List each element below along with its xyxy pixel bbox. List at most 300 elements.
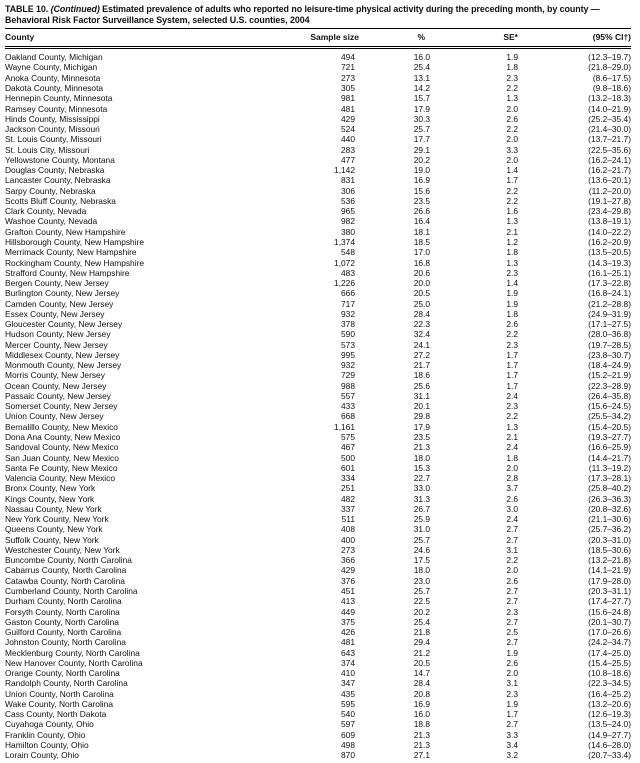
- sample-size-cell: 435: [341, 688, 355, 699]
- ci-cell: (19.3–27.7): [588, 432, 631, 443]
- table-title: [5, 4, 637, 25]
- percent-cell: 18.1: [413, 226, 430, 237]
- county-cell: Hillsborough County, New Hampshire: [5, 236, 145, 247]
- ci-cell: (16.4–25.2): [588, 688, 631, 699]
- county-cell: Buncombe County, North Carolina: [5, 555, 132, 566]
- ci-cell: (17.4–27.7): [588, 596, 631, 607]
- sample-size-cell: 433: [341, 401, 355, 412]
- county-cell: Merrimack County, New Hampshire: [5, 247, 137, 258]
- se-cell: 1.9: [506, 698, 518, 709]
- percent-cell: 29.1: [413, 144, 430, 155]
- ci-cell: (24.9–31.9): [588, 308, 631, 319]
- county-cell: St. Louis City, Missouri: [5, 144, 90, 155]
- se-cell: 1.4: [506, 278, 518, 289]
- percent-cell: 25.4: [413, 62, 430, 73]
- sample-size-cell: 378: [341, 319, 355, 330]
- percent-cell: 25.7: [413, 586, 430, 596]
- table-row: [5, 206, 631, 216]
- county-cell: Durham County, North Carolina: [5, 596, 122, 607]
- se-cell: 2.0: [506, 565, 518, 576]
- sample-size-cell: 668: [341, 411, 355, 422]
- sample-size-cell: 494: [341, 52, 355, 63]
- sample-size-cell: 481: [341, 637, 355, 648]
- sample-size-cell: 590: [341, 329, 355, 340]
- percent-cell: 31.1: [413, 390, 430, 401]
- ci-cell: (16.1–25.1): [588, 267, 631, 278]
- sample-size-cell: 932: [341, 360, 355, 371]
- percent-cell: 20.5: [413, 657, 430, 668]
- sample-size-cell: 981: [341, 93, 355, 104]
- se-cell: 2.7: [506, 637, 518, 648]
- ci-cell: (17.0–26.6): [588, 627, 631, 638]
- sample-size-cell: 366: [341, 555, 355, 566]
- percent-cell: 16.4: [413, 216, 430, 227]
- sample-size-cell: 721: [341, 62, 355, 73]
- sample-size-cell: 595: [341, 698, 355, 709]
- se-cell: 2.4: [506, 442, 518, 453]
- table-row: [5, 750, 631, 760]
- sample-size-cell: 1,161: [334, 421, 355, 432]
- sample-size-cell: 375: [341, 616, 355, 627]
- ci-cell: (25.2–35.4): [588, 113, 631, 124]
- table-row: [5, 730, 631, 740]
- ci-cell: (19.7–28.5): [588, 339, 631, 350]
- ci-cell: (13.8–19.1): [588, 216, 631, 227]
- county-cell: New York County, New York: [5, 514, 109, 525]
- table-row: [5, 607, 631, 617]
- ci-cell: (13.2–21.8): [588, 555, 631, 566]
- percent-cell: 25.4: [413, 616, 430, 627]
- se-cell: 1.9: [506, 298, 518, 309]
- ci-cell: (14.1–21.9): [588, 565, 631, 576]
- table-row: [5, 350, 631, 360]
- table-row: [5, 411, 631, 421]
- ci-cell: (14.0–21.9): [588, 103, 631, 114]
- sample-size-cell: 251: [341, 483, 355, 494]
- table-row: [5, 463, 631, 473]
- table-row: [5, 124, 631, 134]
- table-row: [5, 329, 631, 339]
- county-cell: Suffolk County, New York: [5, 534, 99, 545]
- percent-cell: 17.7: [413, 134, 430, 145]
- se-cell: 1.3: [506, 216, 518, 227]
- county-cell: New Hanover County, North Carolina: [5, 657, 143, 668]
- ci-cell: (20.7–33.4): [588, 750, 631, 761]
- table-row: [5, 442, 631, 452]
- header-row: [5, 29, 631, 48]
- se-cell: 2.2: [506, 195, 518, 206]
- ci-cell: (15.6–24.5): [588, 401, 631, 412]
- ci-cell: (20.1–30.7): [588, 616, 631, 627]
- table-row: [5, 658, 631, 668]
- sample-size-cell: 337: [341, 503, 355, 514]
- percent-cell: 33.0: [413, 483, 430, 494]
- table-row: [5, 453, 631, 463]
- table-row: [5, 422, 631, 432]
- county-cell: Camden County, New Jersey: [5, 298, 114, 309]
- county-cell: St. Louis County, Missouri: [5, 134, 102, 145]
- sample-size-cell: 429: [341, 565, 355, 576]
- se-cell: 2.3: [506, 267, 518, 278]
- ci-cell: (17.1–27.5): [588, 319, 631, 330]
- county-cell: Hamilton County, Ohio: [5, 739, 89, 750]
- county-cell: Mercer County, New Jersey: [5, 339, 108, 350]
- table-row: [5, 62, 631, 72]
- county-cell: Catawba County, North Carolina: [5, 575, 125, 586]
- se-cell: 3.1: [506, 678, 518, 689]
- sample-size-cell: 511: [341, 514, 355, 525]
- se-cell: 2.6: [506, 575, 518, 586]
- se-cell: 2.3: [506, 339, 518, 350]
- sample-size-cell: 1,072: [334, 257, 355, 268]
- table-row: [5, 381, 631, 391]
- table-row: [5, 145, 631, 155]
- county-cell: Anoka County, Minnesota: [5, 72, 101, 83]
- table-row: [5, 340, 631, 350]
- ci-cell: (17.4–25.0): [588, 647, 631, 658]
- table-row: [5, 483, 631, 493]
- county-cell: Franklin County, Ohio: [5, 729, 86, 740]
- county-cell: Guilford County, North Carolina: [5, 627, 122, 638]
- sample-size-cell: 932: [341, 308, 355, 319]
- se-cell: 1.7: [506, 360, 518, 371]
- ci-cell: (18.5–30.6): [588, 544, 631, 555]
- se-cell: 2.2: [506, 555, 518, 566]
- se-cell: 2.7: [506, 596, 518, 607]
- ci-cell: (14.3–19.3): [588, 257, 631, 268]
- se-cell: 2.7: [506, 534, 518, 545]
- ci-cell: (13.2–18.3): [588, 93, 631, 104]
- sample-size-cell: 376: [341, 575, 355, 586]
- ci-cell: (15.4–20.5): [588, 421, 631, 432]
- percent-cell: 31.0: [413, 524, 430, 535]
- ci-cell: (16.2–21.7): [588, 165, 631, 176]
- se-cell: 2.1: [506, 432, 518, 443]
- se-cell: 2.2: [506, 124, 518, 135]
- table-row: [5, 401, 631, 411]
- se-cell: 2.0: [506, 103, 518, 114]
- sample-size-cell: 429: [341, 113, 355, 124]
- table-row: [5, 617, 631, 627]
- county-cell: Bronx County, New York: [5, 483, 96, 494]
- table-row: [5, 309, 631, 319]
- se-cell: 3.1: [506, 544, 518, 555]
- sample-size-cell: 540: [341, 709, 355, 720]
- table-row: [5, 719, 631, 729]
- se-cell: 2.7: [506, 616, 518, 627]
- se-cell: 2.1: [506, 226, 518, 237]
- se-cell: 2.6: [506, 657, 518, 668]
- county-cell: Union County, New Jersey: [5, 411, 104, 422]
- se-cell: 1.7: [506, 370, 518, 381]
- ci-cell: (14.4–21.7): [588, 452, 631, 463]
- county-cell: Monmouth County, New Jersey: [5, 360, 122, 371]
- ci-cell: (15.4–25.5): [588, 657, 631, 668]
- se-cell: 2.8: [506, 473, 518, 484]
- county-cell: Kings County, New York: [5, 493, 95, 504]
- percent-cell: 21.8: [413, 627, 430, 638]
- county-cell: Strafford County, New Hampshire: [5, 267, 130, 278]
- sample-size-cell: 283: [341, 144, 355, 155]
- percent-cell: 25.9: [413, 514, 430, 525]
- county-cell: Cabarrus County, North Carolina: [5, 565, 127, 576]
- ci-cell: (13.5–20.5): [588, 247, 631, 258]
- sample-size-cell: 481: [341, 103, 355, 114]
- ci-cell: (28.0–36.8): [588, 329, 631, 340]
- se-cell: 3.7: [506, 483, 518, 494]
- table-row: [5, 524, 631, 534]
- ci-cell: (22.3–34.5): [588, 678, 631, 689]
- ci-cell: (17.9–28.0): [588, 575, 631, 586]
- ci-cell: (16.2–24.1): [588, 154, 631, 165]
- ci-cell: (17.3–28.1): [588, 473, 631, 484]
- table-row: [5, 278, 631, 288]
- ci-cell: (14.0–22.2): [588, 226, 631, 237]
- percent-cell: 15.3: [413, 462, 430, 473]
- table-row: [5, 216, 631, 226]
- percent-cell: 22.5: [413, 596, 430, 607]
- sample-size-cell: 400: [341, 534, 355, 545]
- table-row: [5, 93, 631, 103]
- county-cell: Essex County, New Jersey: [5, 308, 105, 319]
- ci-cell: (15.2–21.9): [588, 370, 631, 381]
- percent-cell: 28.4: [413, 678, 430, 689]
- col-header-county: County: [5, 29, 261, 48]
- ci-cell: (24.2–34.7): [588, 637, 631, 648]
- se-cell: 2.0: [506, 154, 518, 165]
- se-cell: 1.3: [506, 421, 518, 432]
- sample-size-cell: 1,226: [334, 278, 355, 289]
- se-cell: 2.3: [506, 688, 518, 699]
- ci-cell: (20.3–31.1): [588, 586, 631, 596]
- county-cell: Somerset County, New Jersey: [5, 401, 118, 412]
- sample-size-cell: 477: [341, 154, 355, 165]
- county-cell: Sarpy County, Nebraska: [5, 185, 96, 196]
- percent-cell: 20.2: [413, 606, 430, 617]
- sample-size-cell: 347: [341, 678, 355, 689]
- col-header-ci: (95% CI†): [519, 29, 631, 48]
- sample-size-cell: 500: [341, 452, 355, 463]
- sample-size-cell: 524: [341, 124, 355, 135]
- county-cell: Forsyth County, North Carolina: [5, 606, 120, 617]
- percent-cell: 23.5: [413, 432, 430, 443]
- sample-size-cell: 410: [341, 668, 355, 679]
- table-body: [5, 48, 631, 761]
- ci-cell: (21.8–29.0): [588, 62, 631, 73]
- ci-cell: (22.5–35.6): [588, 144, 631, 155]
- ci-cell: (14.6–28.0): [588, 739, 631, 750]
- county-cell: Lorain County, Ohio: [5, 750, 79, 761]
- county-cell: Cuyahoga County, Ohio: [5, 719, 94, 730]
- county-cell: Union County, North Carolina: [5, 688, 114, 699]
- county-cell: Hennepin County, Minnesota: [5, 93, 113, 104]
- ci-cell: (22.3–28.9): [588, 380, 631, 391]
- se-cell: 2.6: [506, 319, 518, 330]
- percent-cell: 18.8: [413, 719, 430, 730]
- table-row: [5, 709, 631, 719]
- percent-cell: 19.0: [413, 165, 430, 176]
- ci-cell: (21.1–30.6): [588, 514, 631, 525]
- county-cell: Wake County, North Carolina: [5, 698, 113, 709]
- table-row: [5, 288, 631, 298]
- percent-cell: 14.2: [413, 82, 430, 93]
- sample-size-cell: 601: [341, 462, 355, 473]
- sample-size-cell: 666: [341, 288, 355, 299]
- county-cell: Lancaster County, Nebraska: [5, 175, 111, 186]
- se-cell: 2.6: [506, 113, 518, 124]
- table-number: TABLE 10.: [5, 4, 49, 14]
- percent-cell: 16.0: [413, 52, 430, 63]
- percent-cell: 22.7: [413, 473, 430, 484]
- county-cell: Westchester County, New York: [5, 544, 120, 555]
- table-row: [5, 83, 631, 93]
- sample-size-cell: 273: [341, 72, 355, 83]
- sample-size-cell: 305: [341, 82, 355, 93]
- table-row: [5, 114, 631, 124]
- percent-cell: 16.9: [413, 698, 430, 709]
- county-cell: Sandoval County, New Mexico: [5, 442, 119, 453]
- sample-size-cell: 1,142: [334, 165, 355, 176]
- percent-cell: 21.7: [413, 360, 430, 371]
- col-header-sample-size: Sample size: [261, 29, 361, 48]
- sample-size-cell: 597: [341, 719, 355, 730]
- ci-cell: (26.4–35.8): [588, 390, 631, 401]
- table-row: [5, 545, 631, 555]
- se-cell: 1.9: [506, 647, 518, 658]
- se-cell: 2.7: [506, 524, 518, 535]
- se-cell: 2.2: [506, 411, 518, 422]
- table-row: [5, 247, 631, 257]
- ci-cell: (25.5–34.2): [588, 411, 631, 422]
- county-cell: Johnston County, North Carolina: [5, 637, 126, 648]
- table-row: [5, 391, 631, 401]
- county-cell: Wayne County, Michigan: [5, 62, 98, 73]
- county-cell: Passaic County, New Jersey: [5, 390, 111, 401]
- ci-cell: (16.8–24.1): [588, 288, 631, 299]
- se-cell: 1.7: [506, 175, 518, 186]
- percent-cell: 20.2: [413, 154, 430, 165]
- county-cell: Queens County, New York: [5, 524, 103, 535]
- se-cell: 3.3: [506, 729, 518, 740]
- se-cell: 2.0: [506, 134, 518, 145]
- sample-size-cell: 643: [341, 647, 355, 658]
- percent-cell: 24.6: [413, 544, 430, 555]
- table-row: [5, 637, 631, 647]
- percent-cell: 20.1: [413, 401, 430, 412]
- table-row: [5, 473, 631, 483]
- sample-size-cell: 1,374: [334, 236, 355, 247]
- table-row: [5, 699, 631, 709]
- table-row: [5, 555, 631, 565]
- ci-cell: (13.6–20.1): [588, 175, 631, 186]
- ci-cell: (20.3–31.0): [588, 534, 631, 545]
- percent-cell: 23.0: [413, 575, 430, 586]
- ci-cell: (17.3–22.8): [588, 278, 631, 289]
- ci-cell: (11.2–20.0): [588, 185, 631, 196]
- county-cell: Washoe County, Nevada: [5, 216, 98, 227]
- sample-size-cell: 575: [341, 432, 355, 443]
- se-cell: 2.2: [506, 185, 518, 196]
- county-cell: Scotts Bluff County, Nebraska: [5, 195, 116, 206]
- ci-cell: (19.1–27.8): [588, 195, 631, 206]
- ci-cell: (12.3–19.7): [588, 52, 631, 63]
- county-cell: Nassau County, New York: [5, 503, 102, 514]
- se-cell: 1.3: [506, 93, 518, 104]
- county-cell: Cumberland County, North Carolina: [5, 586, 138, 596]
- county-cell: Cass County, North Dakota: [5, 709, 107, 720]
- county-cell: Bergen County, New Jersey: [5, 278, 109, 289]
- ci-cell: (25.8–40.2): [588, 483, 631, 494]
- se-cell: 2.7: [506, 586, 518, 596]
- table-row: [5, 299, 631, 309]
- county-cell: Rockingham County, New Hampshire: [5, 257, 145, 268]
- table-row: [5, 370, 631, 380]
- ci-cell: (13.2–20.6): [588, 698, 631, 709]
- county-cell: Hudson County, New Jersey: [5, 329, 111, 340]
- sample-size-cell: 483: [341, 267, 355, 278]
- percent-cell: 17.9: [413, 421, 430, 432]
- ci-cell: (25.7–36.2): [588, 524, 631, 535]
- percent-cell: 31.3: [413, 493, 430, 504]
- sample-size-cell: 413: [341, 596, 355, 607]
- table-row: [5, 134, 631, 144]
- table-row: [5, 576, 631, 586]
- sample-size-cell: 334: [341, 473, 355, 484]
- percent-cell: 26.6: [413, 206, 430, 217]
- sample-size-cell: 440: [341, 134, 355, 145]
- sample-size-cell: 729: [341, 370, 355, 381]
- se-cell: 3.4: [506, 739, 518, 750]
- county-cell: Mecklenburg County, North Carolina: [5, 647, 140, 658]
- se-cell: 3.3: [506, 144, 518, 155]
- se-cell: 2.2: [506, 329, 518, 340]
- se-cell: 2.3: [506, 401, 518, 412]
- sample-size-cell: 573: [341, 339, 355, 350]
- sample-size-cell: 451: [341, 586, 355, 596]
- table-row: [5, 258, 631, 268]
- ci-cell: (13.5–24.0): [588, 719, 631, 730]
- sample-size-cell: 831: [341, 175, 355, 186]
- percent-cell: 22.3: [413, 319, 430, 330]
- percent-cell: 21.2: [413, 647, 430, 658]
- table-row: [5, 432, 631, 442]
- percent-cell: 18.6: [413, 370, 430, 381]
- percent-cell: 18.0: [413, 452, 430, 463]
- ci-cell: (15.6–24.8): [588, 606, 631, 617]
- sample-size-cell: 982: [341, 216, 355, 227]
- county-cell: Ocean County, New Jersey: [5, 380, 107, 391]
- ci-cell: (26.3–36.3): [588, 493, 631, 504]
- table-row: [5, 175, 631, 185]
- county-cell: Clark County, Nevada: [5, 206, 87, 217]
- se-cell: 2.3: [506, 72, 518, 83]
- sample-size-cell: 717: [341, 298, 355, 309]
- county-cell: Middlesex County, New Jersey: [5, 349, 120, 360]
- se-cell: 1.6: [506, 206, 518, 217]
- county-cell: Jackson County, Missouri: [5, 124, 100, 135]
- table-row: [5, 319, 631, 329]
- sample-size-cell: 548: [341, 247, 355, 258]
- sample-size-cell: 557: [341, 390, 355, 401]
- county-cell: Hinds County, Mississippi: [5, 113, 100, 124]
- se-cell: 1.2: [506, 236, 518, 247]
- se-cell: 2.0: [506, 462, 518, 473]
- percent-cell: 25.7: [413, 534, 430, 545]
- percent-cell: 16.0: [413, 709, 430, 720]
- percent-cell: 20.6: [413, 267, 430, 278]
- table-row: [5, 186, 631, 196]
- percent-cell: 15.7: [413, 93, 430, 104]
